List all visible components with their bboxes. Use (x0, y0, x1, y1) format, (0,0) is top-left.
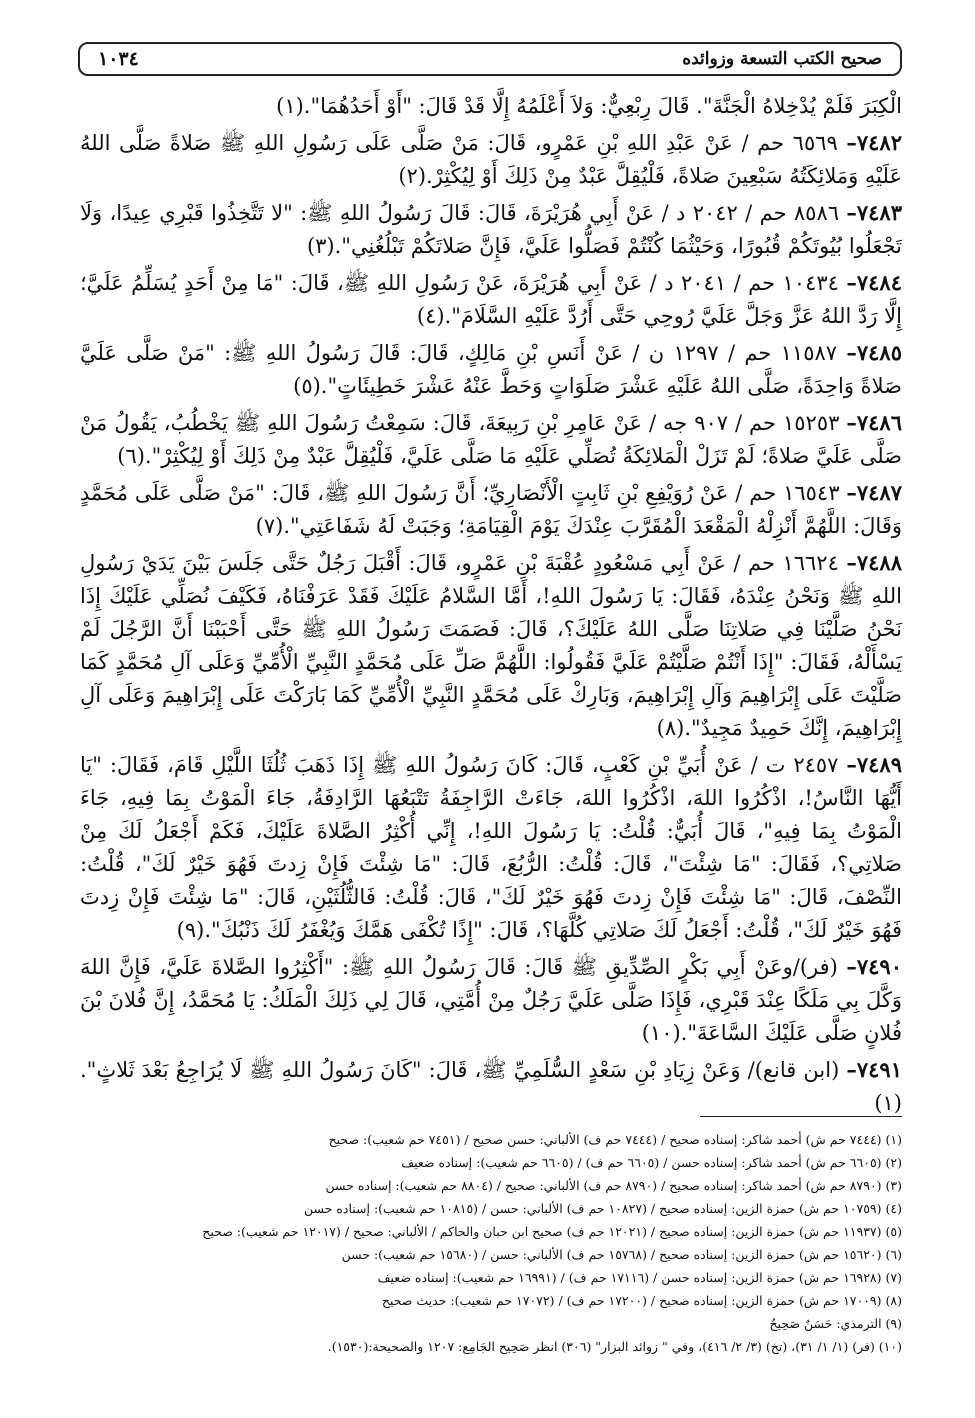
footnotes (80, 1128, 902, 1398)
hadith-text: ٢٤٥٧ ت / عَنْ أُبَيِّ بْنِ كَعْبٍ، قَالَ: كَانَ رَسُولُ اللهِ ﷺ إِذَا ذَهَبَ ثُلُثَا اللَّيْلِ قَامَ، فَقَالَ: "يَا أَيُّهَا النَّاسُ!، اذْكُرُوا اللهَ، اذْكُرُوا اللهَ، جَاءَتْ الرَّاجِفَةُ تَتْبَعُهَا الرَّادِفَةُ، جَاءَ الْمَوْتُ بِمَا فِيهِ، جَاءَ الْمَوْتُ بِمَا فِيهِ"، قَالَ أُبَيٌّ: قُلْتُ: يَا رَسُولَ اللهِ!، إِنِّي أُكْثِرُ الصَّلاةَ عَلَيْكَ، فَكَمْ أَجْعَلُ لَكَ مِنْ صَلاتِي؟، فَقَالَ: "مَا شِئْتَ"، قَالَ: قُلْتُ: الرُّبُعَ، قَالَ: "مَا شِئْتَ فَإِنْ زِدتَ فَهُوَ خَيْرٌ لَكَ"، قُلْتُ: النِّصْفَ، قَالَ: "مَا شِئْتَ فَإِنْ زِدتَ فَهُوَ خَيْرٌ لَكَ"، قَالَ: قُلْتُ: فَالثُّلُثَيْنِ، قَالَ: "مَا شِئْتَ فَإِنْ زِدتَ فَهُوَ خَيْرٌ لَكَ"، قُلْتُ: أَجْعَلُ لَكَ صَلاتِي كُلَّهَا؟، قَالَ: "إِذًا تُكْفَى هَمَّكَ وَيُغْفَرُ لَكَ ذَنْبُكَ".(٩) (80, 753, 902, 942)
footnote: (١) (٧٤٤٤ حم ش) أحمد شاكر: إسناده صحيح / (٧٤٤٤ حم ف) الألباني: حسن صحيح / (٧٤٥١ حم شعيب): صحيح (328, 1132, 902, 1147)
hadith-number: ٧٤٨٩– (846, 752, 902, 777)
footnote: (٧) (١٦٩٢٨ حم ش) حمزة الزين: إسناده حسن / (١٧١١٦ حم ف) / (١٦٩٩١ حم شعيب): إسناده ضعيف (377, 1270, 902, 1285)
footnote-separator (700, 1116, 902, 1117)
hadith-text: ١٥٢٥٣ حم / ٩٠٧ جه / عَنْ عَامِرِ بْنِ رَبِيعَةَ، قَالَ: سَمِعْتُ رَسُولَ اللهِ ﷺ يَخْطُبُ، يَقُولُ مَنْ صَلَّى عَلَيَّ صَلاةً؛ لَمْ تَزَلْ الْمَلائِكَةُ تُصَلِّي عَلَيْهِ مَا صَلَّى عَلَيَّ، فَلْيُقِلَّ عَبْدٌ مِنْ ذَلِكَ أَوْ لِيُكْثِرْ".(٦) (80, 411, 902, 468)
hadith-entry (80, 266, 902, 333)
continuation-text: الْكِبَرَ فَلَمْ يُدْخِلاهُ الْجَنَّةَ". قَالَ رِبْعِيٌّ: وَلاَ أَعْلَمُهُ إِلَّا قَدْ قَالَ: "أَوْ أَحَدُهُمَا".(١) (276, 94, 902, 118)
hadith-text: ٨٥٨٦ حم / ٢٠٤٢ د / عَنْ أَبِي هُرَيْرَةَ، قَالَ: قَالَ رَسُولُ اللهِ ﷺ: "لا تَتَّخِذُوا قَبْرِي عِيدًا، وَلَا تَجْعَلُوا بُيُوتَكُمْ قُبُورًا، وَحَيْثُمَا كُنْتُمْ فَصَلُّوا عَلَيَّ، فَإِنَّ صَلاتَكُمْ تَبْلُغُنِي".(٣) (80, 201, 902, 258)
page-body (80, 90, 902, 1115)
hadith-entry (80, 950, 902, 1050)
book-title: صحيح الكتب التسعة وزوائده (682, 49, 882, 69)
hadith-number: ٧٤٩٠– (846, 954, 902, 979)
hadith-number: ٧٤٨٦– (846, 410, 902, 435)
footnote: (١٠) (فر) (١/ ١/ ٣١)، (تخ) (٣/ ٢/ ٤١٦)، وفي " زوائد البزار" (٣٠٦) انظر صَحِيح الجَامِع: ١٢٠٧ والصحيحة:(١٥٣٠). (327, 1339, 902, 1354)
footnote: (٩) الترمذي: حَسَنٌ صَحِيحٌ (769, 1316, 902, 1331)
hadith-entry (80, 748, 902, 947)
hadith-entry (80, 546, 902, 745)
hadith-number: ٧٤٩١– (846, 1057, 902, 1082)
footnote: (٣) (٨٧٩٠ حم ش) أحمد شاكر: إسناده صحيح / (٨٧٩٠ حم ف) الألباني: صحيح / (٨٨٠٤ حم شعيب): إسناده حسن (325, 1178, 902, 1193)
hadith-entry (80, 336, 902, 403)
hadith-entry (80, 476, 902, 543)
footnote: (٨) (١٧٠٠٩ حم ش) حمزة الزين: إسناده صحيح / (١٧٢٠٠ حم ف) / (١٧٠٧٢ حم شعيب): حديث صحيح (381, 1293, 902, 1308)
hadith-number: ٧٤٨٤– (846, 270, 902, 295)
hadith-text: ٦٥٦٩ حم / عَنْ عَبْدِ اللهِ بْنِ عَمْرٍو، قَالَ: مَنْ صَلَّى عَلَى رَسُولِ اللهِ ﷺ صَلاةً صَلَّى اللهُ عَلَيْهِ وَمَلائِكَتُهُ سَبْعِينَ صَلاةً، فَلْيُقِلَّ عَبْدٌ مِنْ ذَلِكَ أَوْ لِيُكْثِرْ.(٢) (80, 131, 902, 188)
hadith-entry (80, 196, 902, 263)
footnote: (٦) (١٥٦٢٠ حم ش) حمزة الزين: إسناده صحيح / (١٥٧٦٨ حم ف) الألباني: حسن / (١٥٦٨٠ حم شعيب): حسن (341, 1247, 902, 1262)
hadith-number: ٧٤٨٣– (846, 200, 902, 225)
hadith-text: ١٠٤٣٤ حم / ٢٠٤١ د / عَنْ أَبِي هُرَيْرَةَ، عَنْ رَسُولِ اللهِ ﷺ، قَالَ: "مَا مِنْ أَحَدٍ يُسَلِّمُ عَلَيَّ؛ إِلَّا رَدَّ اللهُ عَزَّ وَجَلَّ عَلَيَّ رُوحِي حَتَّى أَرُدَّ عَلَيْهِ السَّلَامَ".(٤) (80, 271, 902, 328)
footnote: (٥) (١١٩٣٧ حم ش) حمزة الزين: إسناده صحيح / (١٢٠٢١ حم ف) صحيح ابن حبان والحاكم / الألباني: صحيح / (١٢٠١٧ حم شعيب): صحيح (202, 1224, 902, 1239)
hadith-number: ٧٤٨٥– (846, 340, 902, 365)
footnote: (٢) (٦٦٠٥ حم ش) أحمد شاكر: إسناده حسن / (٦٦٠٥ حم ف) / (٦٦٠٥ حم شعيب): إسناده ضعيف (401, 1155, 902, 1170)
hadith-number: ٧٤٨٢– (846, 130, 902, 155)
footnote: (٤) (١٠٧٥٩ حم ش) حمزة الزين: إسناده صحيح / (١٠٨٢٧ حم ف) الألباني: حسن / (١٠٨١٥ حم شعيب): إسناده حسن (303, 1201, 902, 1216)
page-header (78, 42, 902, 76)
hadith-text: ١١٥٨٧ حم / ١٢٩٧ ن / عَنْ أَنَسِ بْنِ مَالِكٍ، قَالَ: قَالَ رَسُولُ اللهِ ﷺ: "مَنْ صَلَّى عَلَيَّ صَلاةً وَاحِدَةً، صَلَّى اللهُ عَلَيْهِ عَشْرَ صَلَوَاتٍ وَحَطَّ عَنْهُ عَشْرَ خَطِيئَاتٍ".(٥) (80, 341, 902, 398)
hadith-text: (فر)/وعَنْ أَبِي بَكْرٍ الصِّدِّيقِ ﷺ قَالَ: قَالَ رَسُولُ اللهِ ﷺ: "أَكْثِرُوا الصَّلاةَ عَلَيَّ، فَإِنَّ اللهَ وَكَّلَ بِي مَلَكًا عِنْدَ قَبْرِي، فَإِذَا صَلَّى عَلَيَّ رَجُلٌ مِنْ أُمَّتِي، قَالَ لِي ذَلِكَ الْمَلَكُ: يَا مُحَمَّدُ، إِنَّ فُلانَ بْنَ فُلانٍ صَلَّى عَلَيْكَ السَّاعَةَ".(١٠) (80, 955, 902, 1045)
hadith-entry (80, 1053, 902, 1120)
hadith-text: (ابن قانع)/ وَعَنْ زِيَادِ بْنِ سَعْدٍ السُّلَمِيِّ ﷺ، قَالَ: "كَانَ رَسُولُ اللهِ ﷺ لَا يُرَاجِعُ بَعْدَ ثَلاثٍ".(١) (80, 1058, 902, 1115)
page-number: ١٠٣٤ (98, 48, 139, 70)
hadith-number: ٧٤٨٨– (846, 550, 902, 575)
hadith-entry (80, 406, 902, 473)
hadith-text: ١٦٦٢٤ حم / عَنْ أَبِي مَسْعُودٍ عُقْبَةَ بْنِ عَمْرٍو، قَالَ: أَقْبَلَ رَجُلٌ حَتَّى جَلَسَ بَيْنَ يَدَيْ رَسُولِ اللهِ ﷺ وَنَحْنُ عِنْدَهُ، فَقَالَ: يَا رَسُولَ اللهِ!، أَمَّا السَّلامُ عَلَيْكَ فَقَدْ عَرَفْنَاهُ، فَكَيْفَ نُصَلِّي عَلَيْكَ إِذَا نَحْنُ صَلَّيْنَا فِي صَلاتِنَا صَلَّى اللهُ عَلَيْكَ؟، قَالَ: فَصَمَتَ رَسُولُ اللهِ ﷺ حَتَّى أَحْبَبْنَا أَنَّ الرَّجُلَ لَمْ يَسْأَلْهُ، فَقَالَ: "إِذَا أَنْتُمْ صَلَّيْتُمْ عَلَيَّ فَقُولُوا: اللَّهُمَّ صَلِّ عَلَى مُحَمَّدٍ النَّبِيِّ الْأُمِّيِّ وَعَلَى آلِ مُحَمَّدٍ كَمَا صَلَّيْتَ عَلَى إِبْرَاهِيمَ وَآلِ إِبْرَاهِيمَ، وَبَارِكْ عَلَى مُحَمَّدٍ النَّبِيِّ الْأُمِّيِّ كَمَا بَارَكْتَ عَلَى إِبْرَاهِيمَ وَعَلَى آلِ إِبْرَاهِيمَ، إِنَّكَ حَمِيدٌ مَجِيدٌ".(٨) (80, 551, 902, 740)
hadith-entry (80, 126, 902, 193)
hadith-text: ١٦٥٤٣ حم / عَنْ رُوَيْفِعِ بْنِ ثَابِتٍ الْأَنْصَارِيِّ؛ أَنَّ رَسُولَ اللهِ ﷺ، قَالَ: "مَنْ صَلَّى عَلَى مُحَمَّدٍ وَقَالَ: اللَّهُمَّ أَنْزِلْهُ الْمَقْعَدَ الْمُقَرَّبَ عِنْدَكَ يَوْمَ الْقِيَامَةِ؛ وَجَبَتْ لَهُ شَفَاعَتِي".(٧) (80, 481, 902, 538)
hadith-number: ٧٤٨٧– (846, 480, 902, 505)
